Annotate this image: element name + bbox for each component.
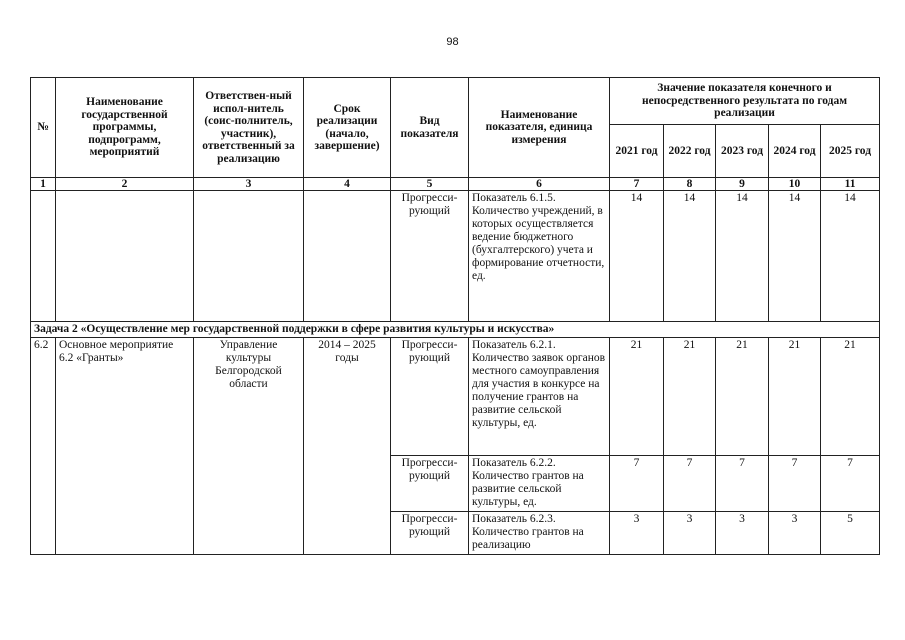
indicator-value: 14 xyxy=(716,191,769,322)
column-number: 4 xyxy=(304,178,391,191)
indicator-value: 7 xyxy=(610,456,664,512)
header-row-1 xyxy=(31,78,880,125)
indicator-value: 21 xyxy=(716,338,769,456)
task-row xyxy=(31,322,880,338)
header-indicator-name: Наименование показателя, единица измерения xyxy=(469,78,610,178)
indicator-name: Показатель 6.2.1. Количество заявок органов местного самоуправления для участия в конкурсе на получение грантов на развитие сельской культуры, ед. xyxy=(469,338,610,456)
column-number: 5 xyxy=(391,178,469,191)
column-number: 10 xyxy=(769,178,821,191)
column-number: 8 xyxy=(664,178,716,191)
indicator-name: Показатель 6.1.5. Количество учреждений, в которых осуществляется ведение бюджетного (бухгалтерского) учета и формирование отчетности, ед. xyxy=(469,191,610,322)
indicators-table xyxy=(30,77,880,555)
indicator-value: 5 xyxy=(821,512,880,555)
indicator-value: 21 xyxy=(769,338,821,456)
indicator-name: Показатель 6.2.3. Количество грантов на реализацию xyxy=(469,512,610,555)
header-year: 2025 год xyxy=(821,125,880,178)
indicator-value: 14 xyxy=(610,191,664,322)
header-year: 2022 год xyxy=(664,125,716,178)
table-row xyxy=(31,338,880,456)
measure-executor: Управление культуры Белгородской области xyxy=(194,338,304,555)
indicator-value: 3 xyxy=(610,512,664,555)
indicator-type: Прогресси-рующий xyxy=(391,512,469,555)
indicator-name: Показатель 6.2.2. Количество грантов на развитие сельской культуры, ед. xyxy=(469,456,610,512)
table-row xyxy=(31,191,880,322)
column-number: 7 xyxy=(610,178,664,191)
indicator-value: 7 xyxy=(821,456,880,512)
measure-name: Основное мероприятие 6.2 «Гранты» xyxy=(56,338,194,555)
column-number: 3 xyxy=(194,178,304,191)
header-year: 2024 год xyxy=(769,125,821,178)
header-indicator-type: Вид показателя xyxy=(391,78,469,178)
column-number: 11 xyxy=(821,178,880,191)
header-no: № xyxy=(31,78,56,178)
header-program: Наименование государственной программы, подпрограмм, мероприятий xyxy=(56,78,194,178)
header-values-group: Значение показателя конечного и непосредственного результата по годам реализации xyxy=(610,78,880,125)
indicator-value: 3 xyxy=(769,512,821,555)
header-year: 2021 год xyxy=(610,125,664,178)
column-numbers-row xyxy=(31,178,880,191)
measure-number: 6.2 xyxy=(31,338,56,555)
indicator-value: 7 xyxy=(769,456,821,512)
indicator-value: 14 xyxy=(664,191,716,322)
indicator-value: 21 xyxy=(664,338,716,456)
header-year: 2023 год xyxy=(716,125,769,178)
indicator-value: 3 xyxy=(716,512,769,555)
header-period: Срок реализации (начало, завершение) xyxy=(304,78,391,178)
column-number: 1 xyxy=(31,178,56,191)
header-executor: Ответствен-ный испол-нитель (соис-полнитель, участник), ответственный за реализацию xyxy=(194,78,304,178)
indicator-value: 14 xyxy=(769,191,821,322)
page-number: 98 xyxy=(446,36,459,48)
indicator-value: 7 xyxy=(716,456,769,512)
column-number: 6 xyxy=(469,178,610,191)
indicator-value: 7 xyxy=(664,456,716,512)
measure-period: 2014 – 2025 годы xyxy=(304,338,391,555)
indicator-type: Прогресси-рующий xyxy=(391,338,469,456)
indicator-value: 3 xyxy=(664,512,716,555)
column-number: 9 xyxy=(716,178,769,191)
indicator-type: Прогресси-рующий xyxy=(391,191,469,322)
indicator-value: 14 xyxy=(821,191,880,322)
indicator-value: 21 xyxy=(821,338,880,456)
task-title: Задача 2 «Осуществление мер государственной поддержки в сфере развития культуры и искусства» xyxy=(31,322,880,338)
indicator-type: Прогресси-рующий xyxy=(391,456,469,512)
column-number: 2 xyxy=(56,178,194,191)
indicator-value: 21 xyxy=(610,338,664,456)
